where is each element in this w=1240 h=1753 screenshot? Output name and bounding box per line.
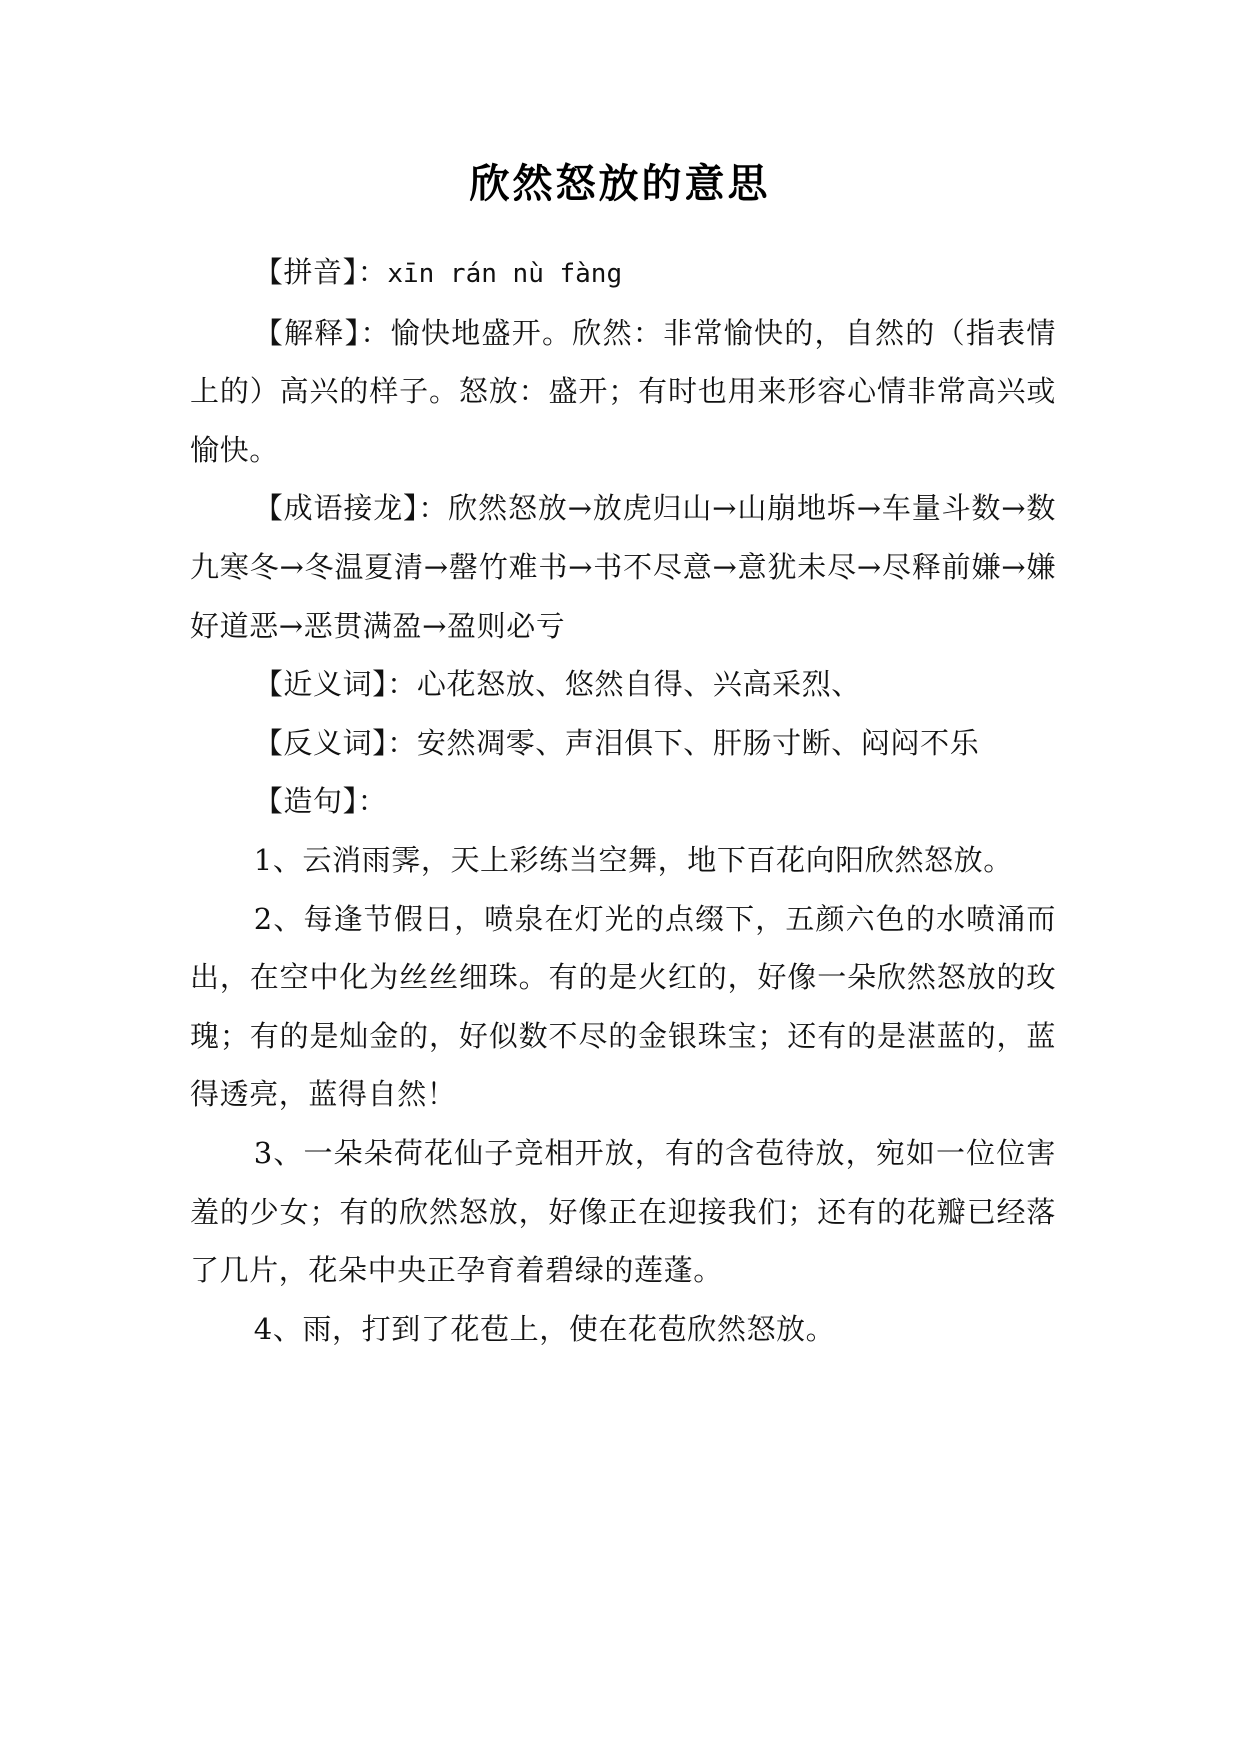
antonyms-paragraph [190,714,1056,773]
document-body [190,243,1056,1358]
example-sentence-4: 4、雨，打到了花苞上，使在花苞欣然怒放。 [253,1311,836,1346]
pinyin-paragraph [190,243,1056,304]
pinyin-value: xīn rán nù fàng [387,259,623,289]
examples-heading [190,772,1056,831]
idiom-chain-paragraph [190,479,1056,655]
example-sentence-2: 2、每逢节假日，喷泉在灯光的点缀下，五颜六色的水喷涌而出，在空中化为丝丝细珠。有的是火红的，好像一朵欣然怒放的玫瑰；有的是灿金的，好似数不尽的金银珠宝；还有的是湛蓝的，蓝得透亮，蓝得自然！ [190,901,1056,1112]
explanation-paragraph [190,304,1056,480]
synonyms-paragraph [190,655,1056,714]
idiom-chain-label: 【成语接龙】： [253,491,449,526]
antonyms-text: 安然凋零、声泪俱下、肝肠寸断、闷闷不乐 [416,725,980,760]
idiom-chain-text: 欣然怒放→放虎归山→山崩地坼→车量斗数→数九寒冬→冬温夏清→罄竹难书→书不尽意→意犹未尽→尽释前嫌→嫌好道恶→恶贯满盈→盈则必亏 [190,491,1057,643]
explanation-label: 【解释】： [253,315,391,350]
synonyms-label: 【近义词】： [253,667,417,702]
explanation-text: 愉快地盛开。欣然：非常愉快的，自然的（指表情上的）高兴的样子。怒放：盛开；有时也用来形容心情非常高兴或愉快。 [190,315,1056,467]
synonyms-text: 心花怒放、悠然自得、兴高采烈、 [416,667,861,702]
examples-label: 【造句】： [253,784,388,819]
page-title: 欣然怒放的意思 [469,161,771,207]
example-sentence-3: 3、一朵朵荷花仙子竞相开放，有的含苞待放，宛如一位位害羞的少女；有的欣然怒放，好像正在迎接我们；还有的花瓣已经落了几片，花朵中央正孕育着碧绿的莲蓬。 [190,1135,1056,1288]
pinyin-label: 【拼音】： [253,255,388,289]
antonyms-label: 【反义词】： [253,725,417,760]
example-sentence-1: 1、云消雨霁，天上彩练当空舞，地下百花向阳欣然怒放。 [253,842,1013,877]
